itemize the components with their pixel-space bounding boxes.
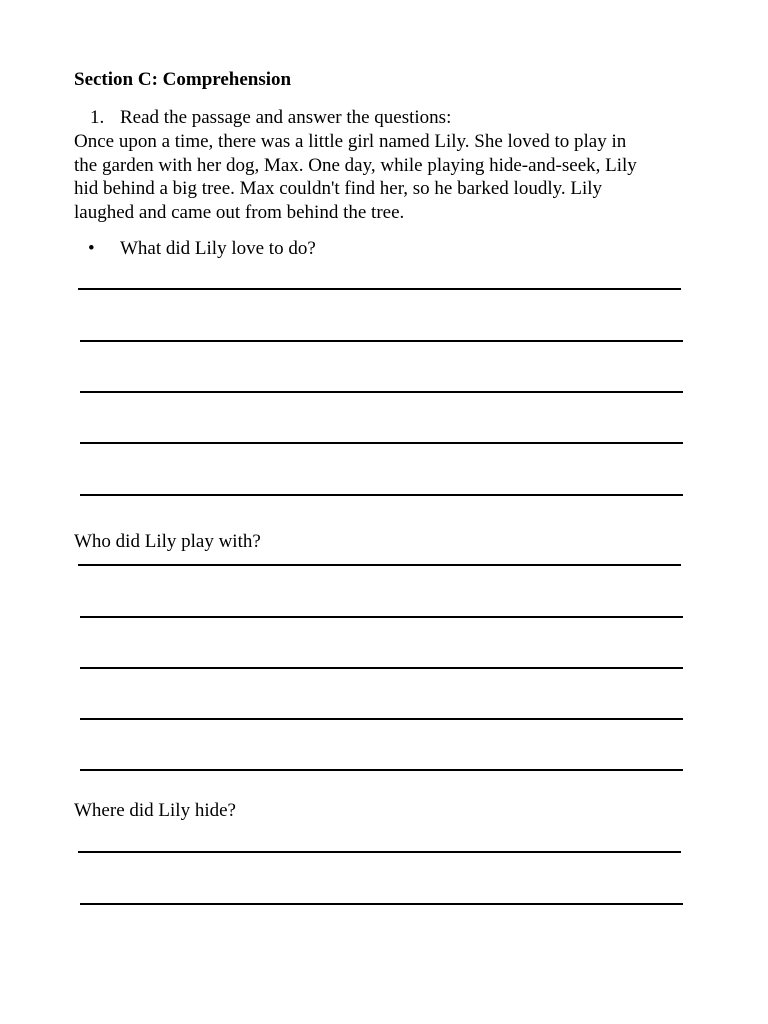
question-number: 1. xyxy=(90,107,105,128)
question-where-hide: Where did Lily hide? xyxy=(74,800,236,821)
answer-line[interactable] xyxy=(80,769,683,771)
reading-passage xyxy=(74,130,714,224)
answer-line[interactable] xyxy=(80,667,683,669)
answer-line[interactable] xyxy=(80,391,683,393)
answer-line[interactable] xyxy=(80,616,683,618)
answer-line[interactable] xyxy=(78,851,681,853)
section-heading: Section C: Comprehension xyxy=(74,69,292,90)
answer-line[interactable] xyxy=(80,903,683,905)
passage-line: the garden with her dog, Max. One day, while playing hide-and-seek, Lily xyxy=(74,154,637,176)
question-what-love xyxy=(88,238,316,260)
passage-line: hid behind a big tree. Max couldn't find her, so he barked loudly. Lily xyxy=(74,178,603,199)
answer-line[interactable] xyxy=(80,494,683,496)
question-instruction xyxy=(90,107,451,129)
question-who-play: Who did Lily play with? xyxy=(74,531,261,552)
answer-line[interactable] xyxy=(78,288,681,290)
answer-line[interactable] xyxy=(80,442,683,444)
answer-line[interactable] xyxy=(80,340,683,342)
bullet-icon: • xyxy=(88,238,95,259)
passage-line: laughed and came out from behind the tree. xyxy=(74,201,405,223)
answer-line[interactable] xyxy=(80,718,683,720)
instruction-text: Read the passage and answer the questions: xyxy=(120,107,452,128)
answer-line[interactable] xyxy=(78,564,681,566)
passage-line: Once upon a time, there was a little girl named Lily. She loved to play in xyxy=(74,131,627,152)
question-text: What did Lily love to do? xyxy=(120,238,316,259)
